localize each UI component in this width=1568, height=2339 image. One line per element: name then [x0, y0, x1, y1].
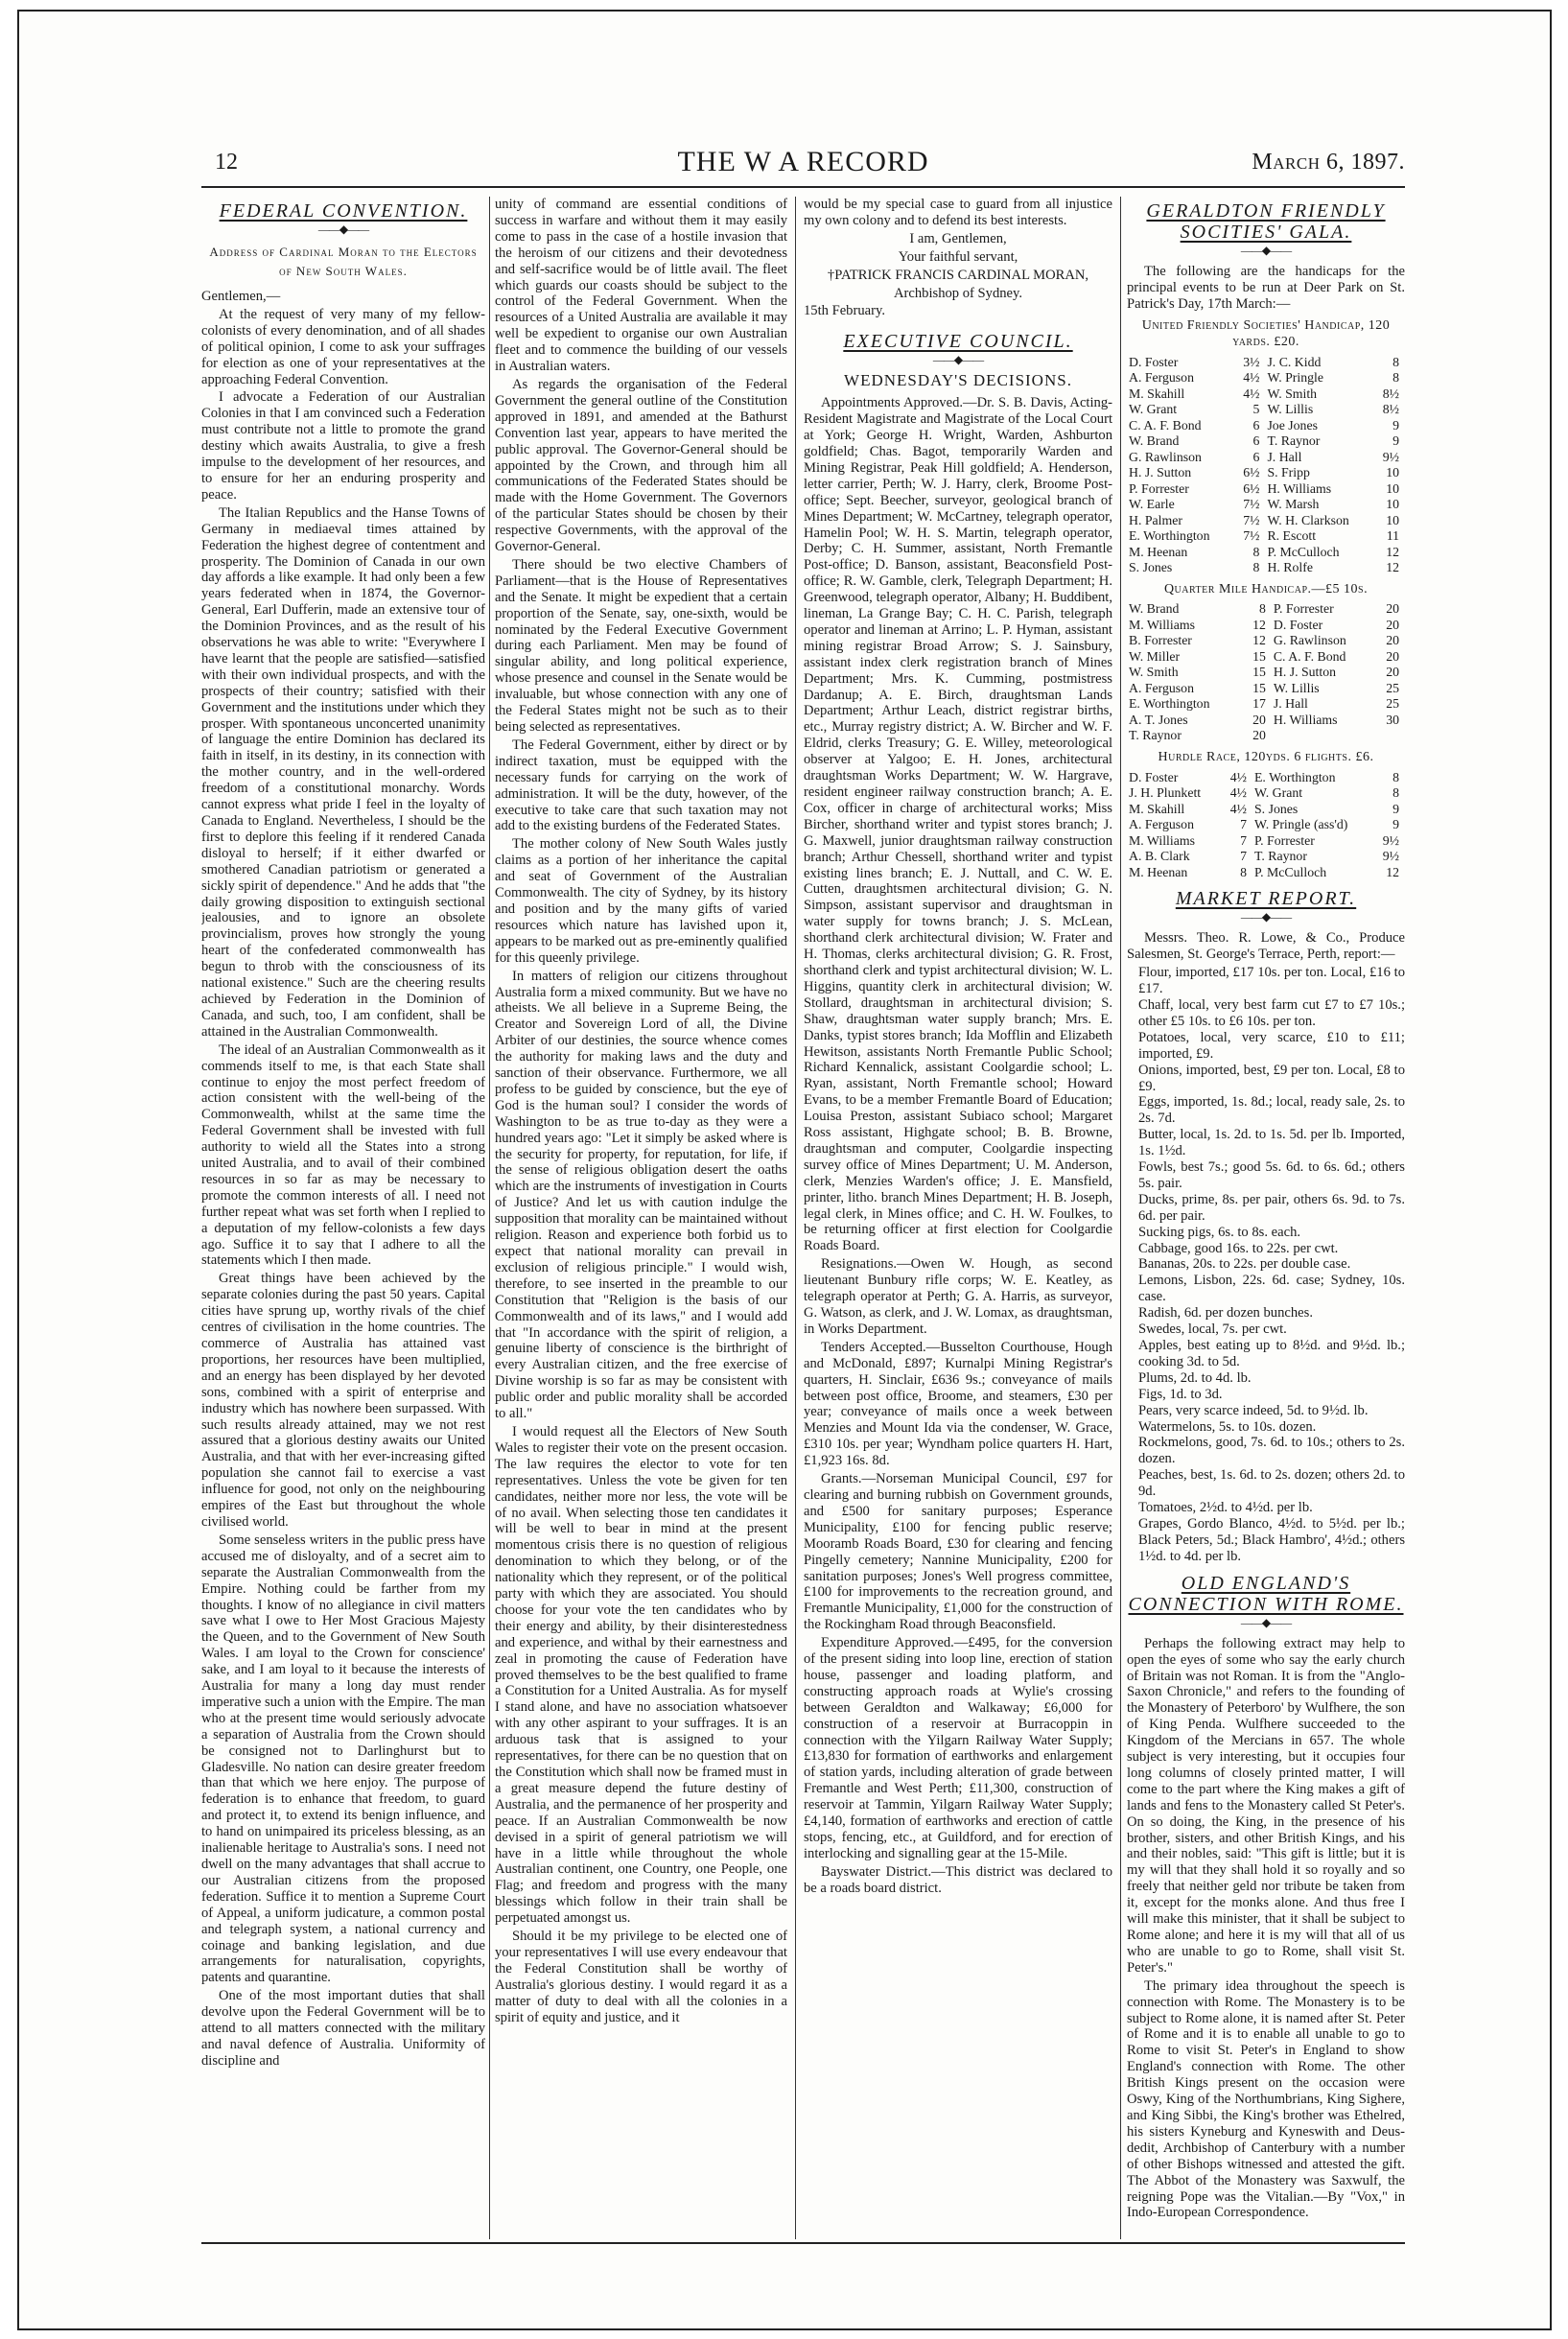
article-heading: EXECUTIVE COUNCIL. [843, 331, 1073, 353]
signature-name: †PATRICK FRANCIS CARDINAL MORAN, [827, 267, 1089, 283]
handicap-value: 15 [1252, 680, 1266, 695]
handicap-value: 7½ [1243, 528, 1260, 544]
handicap-value: 9½ [1382, 449, 1399, 464]
runner-name: W. Lillis [1273, 680, 1320, 695]
newspaper-title: THE W A RECORD [677, 146, 929, 177]
paragraph: Great things have been achieved by the separate colonies during the past 50 years. Capital cities have sprung up, worthy rivals of the chief centres of civilisation in the home countries. The commerce of Australia has attained vast proportions, her resources have been multiplied, and an energy has been displayed by her devoted sons, combined with a spirit of enterprise and industry which has nowhere been surpassed. With such results already attained, may we not rest assured that a glorious destiny awaits our United Australia, and that with her ever-increasing gifted population she cannot fail to exercise a vast influence for good, not only on the neighbouring empires of the East but throughout the whole civilised world. [201, 1271, 485, 1530]
paragraph: Bayswater District.—This district was declared to be a roads board district. [804, 1863, 1112, 1896]
runner-name: P. McCulloch [1254, 864, 1327, 879]
handicap-value: 4½ [1229, 769, 1247, 784]
article-subheading: WEDNESDAY'S DECISIONS. [844, 371, 1072, 390]
market-item: Radish, 6d. per dozen bunches. [1138, 1305, 1313, 1322]
handicap-value: 10 [1386, 497, 1399, 512]
handicap-value: 8 [1240, 864, 1247, 879]
ornament-divider: ——◆—— [1240, 910, 1292, 924]
paragraph: The mother colony of New South Wales justly claims as a portion of her inheritance the capital and seat of Government of the Australian Commonwealth. The city of Sydney, by its history and position and by the many gifts of varied resources which nature has lavished upon it, appears to be marked out as pre-eminently qualified for this queenly privilege. [495, 836, 787, 966]
column-divider [795, 197, 796, 2239]
runner-name: B. Forrester [1129, 633, 1192, 648]
handicap-row [1127, 433, 1405, 450]
handicap-value: 9 [1392, 417, 1399, 433]
handicap-value: 10 [1386, 512, 1399, 527]
paragraph: Some senseless writers in the public press have accused me of disloyalty, and of a secret aim to separate the Australian Commonwealth from the Empire. Nothing could be farther from my thoughts. I know of no allegiance in civil matters save what I owe to Her Most Gracious Majesty the Queen, and to the Government of New South Wales. I am loyal to the Crown for conscience' sake, and I am loyal to it because the interests of Australia for many a long day must render imperative such a union with the Empire. The man who at the present time would seriously advocate a separation of Australia from the Crown should be consigned not to Darlinghurst but to Gladesville. No nation can desire greater freedom than that which we here enjoy. The purpose of federation is to enhance that freedom, to guard and protect it, to extend its benign influence, and to hand on unimpaired its priceless blessing, as an inalienable heritage to Australia's sons. I need not dwell on the many advantages that shall accrue to our Australian citizens from the proposed federation. Suffice it to mention a Supreme Court of Appeal, a uniform judicature, a common postal and telegraph system, a national currency and coinage and banking legislation, and due arrangements for naturalisation, copyrights, patents and quarantine. [201, 1532, 485, 1986]
handicap-value: 12 [1252, 617, 1266, 632]
runner-name: W. Grant [1254, 785, 1303, 801]
market-item: Sucking pigs, 6s. to 8s. each. [1138, 1224, 1301, 1240]
market-item: Swedes, local, 7s. per cwt. [1138, 1322, 1287, 1338]
handicap-value: 8 [1392, 354, 1399, 369]
handicap-row [1127, 849, 1405, 865]
column-2 [495, 197, 787, 2239]
article-caption: Address of Cardinal Moran to the Electors of New South Wales. [209, 245, 478, 278]
handicap-value: 7½ [1243, 497, 1260, 512]
salutation: Gentlemen,— [201, 289, 281, 304]
runner-name: M. Williams [1129, 617, 1195, 632]
handicap-table [1127, 601, 1405, 744]
handicap-value: 12 [1252, 633, 1266, 648]
handicap-value: 10 [1386, 465, 1399, 480]
handicap-table [1127, 770, 1405, 881]
runner-name: M. Skahill [1129, 801, 1185, 816]
handicap-value: 12 [1386, 864, 1399, 879]
handicap-row [1127, 402, 1405, 418]
runner-name: M. Skahill [1129, 386, 1185, 401]
column-4 [1127, 197, 1405, 2239]
handicap-value: 8 [1258, 601, 1266, 617]
handicap-row [1127, 418, 1405, 434]
handicap-value: 7 [1240, 849, 1247, 864]
paragraph: The primary idea throughout the speech is connection with Rome. The Monastery is to be subject to Rome alone, it is named after St. Peter of Rome and it is to enable all unable to go to Rome to visit St. Peter's in England to show England's connection with Rome. The other British Kings present on the occasion were Oswy, King of the Northumbrians, King Sighere, and King Sibbi, the King's brother was Ethelred, his sisters Kyneburg and Kyneswith and Deus-dedit, Archbishop of Canterbury with a number of other Bishops witnessed and attested the gift. The Abbot of the Monastery was Saxwulf, the reigning Pope was the Vitalian.—By "Vox," in Indo-European Correspondence. [1127, 1977, 1405, 2221]
runner-name: S. Fripp [1267, 465, 1310, 480]
runner-name: W. Lillis [1267, 402, 1314, 417]
market-item: Watermelons, 5s. to 10s. dozen. [1138, 1418, 1317, 1435]
runner-name: P. Forrester [1273, 601, 1334, 617]
masthead [201, 144, 1405, 182]
handicap-value: 6 [1252, 433, 1260, 449]
handicap-row [1127, 785, 1405, 802]
header-rule [201, 186, 1405, 188]
handicap-row [1127, 696, 1405, 713]
runner-name: A. Ferguson [1129, 680, 1194, 695]
handicap-row [1127, 833, 1405, 850]
runner-name: D. Foster [1273, 617, 1323, 632]
runner-name [1272, 728, 1376, 744]
ornament-divider: ——◆—— [1240, 1615, 1292, 1629]
handicap-value: 8 [1252, 560, 1260, 575]
paragraph: Grants.—Norseman Municipal Council, £97 for clearing and burning rubbish on Government grounds, and £500 for sanitary purposes; Esperance Municipality, £100 for fencing public reserve; Mooramb Roads Board, £30 for clearing and fencing Pingelly cemetery; Nannine Municipality, £200 for sanitation purposes; Jones's Well progress committee, £100 for improvements to the recreation ground, and Fremantle Municipality, £1,000 for the construction of the Rockingham Road through Beaconsfield. [804, 1471, 1112, 1633]
page-number: 12 [215, 150, 238, 175]
runner-name: P. McCulloch [1267, 544, 1340, 559]
runner-name: W. Brand [1129, 433, 1180, 449]
handicap-row [1127, 545, 1405, 561]
handicap-value: 20 [1386, 648, 1399, 664]
market-item: Bananas, 20s. to 22s. per double case. [1138, 1256, 1351, 1273]
handicap-value: 25 [1386, 696, 1399, 712]
handicap-row [1127, 355, 1405, 371]
runner-name: M. Heenan [1129, 544, 1188, 559]
ornament-divider: ——◆—— [932, 353, 984, 367]
market-item: Pears, very scarce indeed, 5d. to 9½d. lb. [1138, 1402, 1369, 1418]
handicap-row [1127, 513, 1405, 529]
runner-name: T. Raynor [1267, 433, 1321, 449]
issue-date: March 6, 1897. [1252, 150, 1405, 175]
runner-name: W. Smith [1267, 386, 1318, 401]
runner-name: C. A. F. Bond [1273, 648, 1346, 664]
handicap-row [1127, 386, 1405, 403]
column-1 [201, 197, 485, 2239]
handicap-value [1376, 728, 1405, 744]
runner-name: M. Heenan [1129, 864, 1188, 879]
market-list [1127, 965, 1405, 1565]
paragraph: Resignations.—Owen W. Hough, as second lieutenant Bunbury rifle corps; W. E. Keatley, as telegraph operator at Perth; G. A. Harris, as surveyor, G. Watson, as clerk, and J. W. Lomax, as draughtsman, in Works Department. [804, 1256, 1112, 1337]
handicap-row [1127, 681, 1405, 697]
handicap-value: 12 [1386, 544, 1399, 559]
handicap-value: 6 [1252, 417, 1260, 433]
paragraph: I advocate a Federation of our Australian Colonies in that I am convinced such a Federation must contribute not a little to promote the grand destiny which awaits Australia, to give a fresh impulse to the development of her resources, and to ensure for her an enduring prosperity and peace. [201, 389, 485, 503]
runner-name: A. Ferguson [1129, 817, 1194, 832]
handicap-row [1127, 633, 1405, 649]
handicap-row [1127, 450, 1405, 466]
runner-name: T. Raynor [1254, 849, 1307, 864]
runner-name: C. A. F. Bond [1129, 417, 1202, 433]
handicap-title: Hurdle Race, 120yds. 6 flights. £6. [1158, 749, 1374, 764]
paragraph: The following are the handicaps for the principal events to be run at Deer Park on St. Patrick's Day, 17th March:— [1127, 264, 1405, 312]
handicap-row [1127, 618, 1405, 634]
handicap-value: 15 [1252, 648, 1266, 664]
handicap-row [1127, 649, 1405, 666]
runner-name: H. J. Sutton [1273, 665, 1337, 680]
paragraph: As regards the organisation of the Federal Government the general outline of the Constitution approved in 1891, and amended at the Bathurst Convention last year, appears to have merited the public approval. The Governor-General should be appointed by the Crown, and through him all communications of the Federated States should be made with the Home Government. The Governors of the particular States should be chosen by their respective Governments, with the approval of the Governor-General. [495, 376, 787, 555]
runner-name: A. B. Clark [1129, 849, 1190, 864]
runner-name: P. Forrester [1254, 832, 1315, 848]
handicap-value: 17 [1252, 696, 1266, 712]
runner-name: A. T. Jones [1129, 712, 1188, 727]
handicap-value: 5 [1252, 402, 1260, 417]
sign-date: 15th February. [804, 303, 885, 319]
paragraph: One of the most important duties that shall devolve upon the Federal Government will be to attend to all matters connected with the military and naval defence of Australia. Uniformity of discipline and [201, 1988, 485, 2069]
handicap-value: 4½ [1243, 370, 1260, 386]
market-item: Plums, 2d. to 4d. lb. [1138, 1369, 1252, 1386]
handicap-value: 20 [1386, 665, 1399, 680]
runner-name: E. Worthington [1254, 769, 1336, 784]
paragraph: There should be two elective Chambers of Parliament—that is the House of Representatives and the Senate. It might be expedient that a certain proportion of the Senate, say, one-sixth, would be nominated by the Federal Executive Government during each Parliament. Men may be found of singular ability, and long political experience, whose presence and counsel in the Senate would be invaluable, but whose connection with any one of the Federal States might not be such as to their being selected as representatives. [495, 556, 787, 735]
handicap-value: 4½ [1229, 785, 1247, 801]
column-divider [489, 197, 490, 2239]
handicap-value: 7½ [1243, 512, 1260, 527]
runner-name: G. Rawlinson [1129, 449, 1202, 464]
paragraph: The ideal of an Australian Commonwealth as it commends itself to me, is that each State shall continue to enjoy the most perfect freedom of action consistent with the well-being of the Commonwealth, whilst at the same time the Federal Government shall be invested with full authority to wield all the States into a strong united Australia, and to avail of their combined resources in so far as may be necessary to promote the common interests of all. I need not further repeat what was set forth when I replied to a deputation of my fellow-colonists a few days ago. Suffice it to say that I adhere to all the statements which I then made. [201, 1041, 485, 1269]
runner-name: J. Hall [1273, 696, 1308, 712]
handicap-value: 12 [1386, 560, 1399, 575]
handicap-value: 20 [1386, 633, 1399, 648]
market-item: Figs, 1d. to 3d. [1138, 1386, 1223, 1402]
handicap-value: 6 [1252, 449, 1260, 464]
runner-name: E. Worthington [1129, 696, 1210, 712]
handicap-value: 20 [1386, 601, 1399, 617]
handicap-row [1127, 665, 1405, 681]
market-item: Butter, local, 1s. 2d. to 1s. 5d. per lb. Imported, 1s. 1½d. [1138, 1127, 1405, 1159]
runner-name: H. Palmer [1129, 512, 1182, 527]
market-item: Fowls, best 7s.; good 5s. 6d. to 6s. 6d.; others 5s. pair. [1138, 1159, 1405, 1191]
runner-name: W. Earle [1129, 497, 1175, 512]
runner-name: E. Worthington [1129, 528, 1210, 544]
paragraph: Should it be my privilege to be elected one of your representatives I will use every endeavour that the Federal Constitution shall be worthy of Australia's glorious destiny. I would regard it as a matter of duty to deal with all the colonies in a spirit of equity and justice, and it [495, 1929, 787, 2025]
runner-name: W. Marsh [1267, 497, 1320, 512]
handicap-row [1127, 528, 1405, 545]
market-item: Cabbage, good 16s. to 22s. per cwt. [1138, 1240, 1339, 1256]
runner-name: P. Forrester [1129, 480, 1189, 496]
runner-name: J. Hall [1267, 449, 1302, 464]
handicap-value: 25 [1386, 680, 1399, 695]
handicap-value: 11 [1386, 528, 1399, 544]
paragraph: Tenders Accepted.—Busselton Courthouse, Hough and McDonald, £897; Kurnalpi Mining Registrar's quarters, H. Sinclair, £636 9s.; conveyance of mails between post office, Broome, and steamers, £30 per year; conveyance of mails once a week between Menzies and Mount Ida via the condenser, W. Grace, £310 10s. per year; Wyndham police quarters H. Hart, £1,923 16s. 8d. [804, 1339, 1112, 1469]
handicap-table [1127, 355, 1405, 576]
runner-name: H. Rolfe [1267, 560, 1313, 575]
handicap-value: 8 [1392, 370, 1399, 386]
article-heading: OLD ENGLAND'S CONNECTION WITH ROME. [1128, 1572, 1404, 1615]
runner-name: W. Grant [1129, 402, 1178, 417]
paragraph: The Italian Republics and the Hanse Towns of Germany in mediaeval times attained by Federation the highest degree of contentment and prosperity. The Dominion of Canada in our own day affords a like example. It had only been a few years federated when in 1874, the Governor-General, Earl Dufferin, made an extensive tour of the Dominion Provinces, and as the result of his observations he was able to write: "Everywhere I have learnt that the people are satisfied—satisfied with their own individual prospects, and with the prospects of their country; satisfied with their Government and the institutions under which they prosper. With spontaneous unconcerted unanimity of language the entire Dominion has declared its faith in itself, in its destiny, in its connection with the mother country, and in the well-ordered freedom of a constitutional monarchy. Words cannot express what pride I feel in the loyalty of Canada to England. Nevertheless, I should be the first to deplore this feeling if it rendered Canada disloyal to herself; if it either dwarfed or smothered Canadian patriotism or generated a sickly spirit of dependence." And he adds that "the daily growing disposition to extinguish sectional jealousies, and to ignore an obsolete provincialism, proves how strongly the young heart of the confederated commonwealth has begun to throb with the consciousness of its national existence." Such are the cheering results achieved by Federation in the Dominion of Canada, and such, too, I am confident, shall be attained in the Australian Commonwealth. [201, 504, 485, 1040]
handicap-value: 8½ [1382, 402, 1399, 417]
paragraph: unity of command are essential conditions of success in warfare and without them it may easily come to pass in the case of a hostile invasion that the heroism of our citizens and their devotedness and self-sacrifice would be of little avail. The fleet which guards our coasts should be subject to the control of the Federal Government. When the resources of a United Australia are available it may well be expedient to organise our own Australian fleet and to commence the building of our vessels in Australian waters. [495, 197, 787, 375]
handicap-value: 10 [1386, 480, 1399, 496]
handicap-row [1127, 713, 1405, 729]
signature-title: Archbishop of Sydney. [893, 285, 1023, 301]
market-item: Eggs, imported, 1s. 8d.; local, ready sale, 2s. to 2s. 7d. [1138, 1094, 1405, 1127]
handicap-value: 7 [1240, 832, 1247, 848]
paragraph: would be my special case to guard from all injustice my own colony and to defend its best interests. [804, 197, 1112, 228]
handicap-row [1127, 802, 1405, 818]
article-heading: GERALDTON FRIENDLY SOCITIES' GALA. [1146, 200, 1386, 243]
runner-name: W. Pringle [1267, 370, 1323, 386]
runner-name: A. Ferguson [1129, 370, 1194, 386]
market-item: Lemons, Lisbon, 22s. 6d. case; Sydney, 10s. case. [1138, 1273, 1405, 1305]
runner-name: T. Raynor [1129, 728, 1182, 743]
handicap-row [1127, 817, 1405, 833]
handicap-row [1127, 497, 1405, 513]
handicap-value: 9 [1392, 433, 1399, 449]
handicap-value: 7 [1240, 817, 1247, 832]
handicap-value: 8 [1252, 544, 1260, 559]
footer-rule [201, 2242, 1405, 2244]
runner-name: D. Foster [1129, 354, 1179, 369]
market-item: Flour, imported, £17 10s. per ton. Local, £16 to £17. [1138, 965, 1405, 997]
handicap-value: 20 [1252, 712, 1266, 727]
paragraph: At the request of very many of my fellow-colonists of every denomination, and of all shades of political opinion, I come to ask your suffrages for election as one of your representatives at the approaching Federal Convention. [201, 306, 485, 387]
runner-name: W. H. Clarkson [1267, 512, 1349, 527]
handicap-value: 4½ [1229, 801, 1247, 816]
market-item: Ducks, prime, 8s. per pair, others 6s. 9d. to 7s. 6d. per pair. [1138, 1191, 1405, 1224]
runner-name: W. Smith [1129, 665, 1179, 680]
paragraph: Messrs. Theo. R. Lowe, & Co., Produce Salesmen, St. George's Terrace, Perth, report:— [1127, 930, 1405, 963]
handicap-value: 6½ [1243, 465, 1260, 480]
paragraph: I would request all the Electors of New South Wales to register their vote on the present occasion. The law requires the elector to vote for ten representatives. Unless the vote be given for ten candidates, neither more nor less, the vote will be of no avail. When selecting those ten candidates it will be well to bear in mind at the present momentous crisis there is no question of religious denomination to which they belong, or of the nationality which they represent, or of the political party with which they are associated. You should choose for your vote the ten candidates who by their energy and ability, by their disinterestedness and experience, and withal by their earnestness and zeal in promoting the cause of Federation have proved themselves to be the best qualified to frame a Constitution for a United Australia. As for myself I stand alone, and have no association whatsoever with any other aspirant to your suffrages. It is an arduous task that is assigned to your representatives, for there can be no question that on the Constitution which shall now be framed must in a great measure depend the future destiny of Australia, and the permanence of her prosperity and peace. If an Australian Commonwealth be now devised in a spirit of general patriotism we will have in a little while throughout the whole Australian continent, one Country, one People, one Flag; and freedom and progress with the many blessings which follow in their train shall be perpetuated amongst us. [495, 1423, 787, 1927]
article-heading: FEDERAL CONVENTION. [219, 200, 468, 222]
handicap-row [1127, 601, 1405, 618]
market-item: Apples, best eating up to 8½d. and 9½d. lb.; cooking 3d. to 5d. [1138, 1338, 1405, 1369]
runner-name: W. Miller [1129, 648, 1181, 664]
runner-name: H. Williams [1273, 712, 1338, 727]
paragraph: Appointments Approved.—Dr. S. B. Davis, Acting-Resident Magistrate and Magistrate of the Local Court at York; George H. Wright, Warden, Ashburton goldfield; Chas. Bagot, temporarily Warden and Mining Registrar, Peak Hill goldfield; A. Henderson, letter carrier, Perth; W. J. Harry, clerk, Broome Post-office; Sept. Beecher, surveyor, geological branch of Mines Department; W. McCartney, telegraph operator, Hamelin Pool; W. H. S. Martin, telegraph operator, Derby; C. H. Summer, assistant, North Fremantle Post-office; D. Banson, assistant, Beaconsfield Post-office; R. W. Gamble, clerk, Telegraph Department; H. Greenwood, telegraph operator, Albany; H. Buddibent, lineman, La Grange Bay; C. H. C. Parish, telegraph operator and lineman at Arrino; L. P. Hyman, assistant mining registrar Broad Arrow; S. J. Sainsbury, assistant index clerk registration branch of Mines Department; Mrs. K. Cumming, postmistress Dardanup; A. E. Birch, draughtsman Lands Department; Arthur Leach, district registrar births, etc., Murray registry district; A. W. Bircher and W. F. Eldrid, clerks Treasury; G. E. Willey, meteorological observer at Yalgoo; E. H. Jones, architectural draughtsman Works Department; W. W. Hargrave, resident engineer railway construction branch; A. E. Cox, officer in charge of architectural works; Miss Bircher, shorthand writer and typist stores branch; J. G. Maxwell, junior draughtsman railway construction branch; Arthur Chessell, shorthand writer and typist existing lines branch; E. J. Nuttall, and C. W. E. Cutten, draughtsmen architectural division; G. N. Simpson, assistant supervisor and draughtsman in water supply for towns branch; J. S. McLean, shorthand clerk architectural division; W. Frater and H. Thomas, clerks architectural division; G. R. Frost, shorthand clerk and typist architectural division; W. L. Higgins, quantity clerk in architectural division; W. Stollard, draughtsman in architectural division; S. Shaw, draughtsman water supply branch; Mrs. E. Danks, typist stores branch; Ida Mofflin and Elizabeth Hewitson, assistants North Fremantle Public School; Richard Kennalick, assistant Coolgardie school; L. Ryan, assistant, North Fremantle school; Howard Evans, to be a member Fremantle Board of Education; Louisa Preston, assistant Subiaco school; Margaret Ross assistant, Highgate school; B. B. Browne, draughtsman and computer, Coolgardie inspecting survey office of Mines Department; U. M. Anderson, clerk, Menzies Warden's office; J. E. Mansfield, printer, litho. branch Mines Department; H. B. Joseph, legal clerk, in Mines office; and C. H. W. Foulkes, to be returning officer at first election for Coolgardie Roads Board. [804, 395, 1112, 1254]
handicap-value: 30 [1386, 712, 1399, 727]
handicap-row [1127, 465, 1405, 481]
runner-name: M. Williams [1129, 832, 1195, 848]
paragraph: Perhaps the following extract may help to open the eyes of some who say the early church of Britain was not Roman. It is from the "Anglo-Saxon Chronicle," and refers to the founding of the Monastery of Peterboro' by Wulfhere, the son of King Penda. Wulfhere succeeded to the Kingdom of the Mercians in 657. The whole subject is very interesting, but it occupies four long columns of closely printed matter, I will come to the part where the King makes a gift of lands and fens to the Monastery called St Peter's. On so doing, the King, in the presence of his brother, sisters, and other British Kings, and his and their nobles, said: "This gift is little; but it is my will that they shall hold it so royally and so freely that neither geld nor tribute be taken from it, except for the monks alone. And thus free I will make this minister, that it shall be subject to Rome alone; and here it is my will that all of us who are unable to go to Rome, shall visit St. Peter's." [1127, 1635, 1405, 1976]
handicap-value: 20 [1252, 728, 1266, 743]
market-item: Tomatoes, 2½d. to 4½d. per lb. [1138, 1500, 1313, 1516]
runner-name: S. Jones [1129, 560, 1173, 575]
handicap-title: United Friendly Societies' Handicap, 120 yards. £20. [1141, 317, 1391, 349]
market-item: Grapes, Gordo Blanco, 4½d. to 5½d. per lb.; Black Peters, 5d.; Black Hambro', 4½d.; others 1½d. to 4d. per lb. [1138, 1515, 1405, 1564]
runner-name: Joe Jones [1267, 417, 1318, 433]
paragraph: In matters of religion our citizens throughout Australia form a mixed community. But we have no atheists. We all believe in a Supreme Being, the Creator and Sovereign Lord of all, the Divine Arbiter of our destinies, the source whence comes the authority for making laws and the duty and sanction of their observance. Furthermore, we all profess to be guided by conscience, but the eye of God is the human soul? I consider the words of Washington to be as true to-day as they were a hundred years ago: "Let it simply be asked where is the security for property, for reputation, for life, if the sense of religious obligation desert the oaths which are the instruments of investigation in Courts of Justice? And let us with caution indulge the supposition that morality can be maintained without religion. Reason and experience both forbid us to expect that national morality can prevail in exclusion of religious principle." I would wish, therefore, to see inserted in the preamble to our Constitution that "Religion is the basis of our Commonwealth and of its laws," and I would add that "In accordance with the spirit of religion, a genuine liberty of conscience is the birthright of every Australian citizen, and the free exercise of Divine worship is so far as may be consistent with public order and public morality shall be accorded to all." [495, 968, 787, 1422]
handicap-value: 9 [1392, 817, 1399, 832]
handicap-value: 6½ [1243, 480, 1260, 496]
handicap-row [1127, 481, 1405, 498]
runner-name: J. H. Plunkett [1129, 785, 1202, 801]
closing-line: Your faithful servant, [898, 248, 1018, 265]
market-item: Peaches, best, 1s. 6d. to 2s. dozen; others 2d. to 9d. [1138, 1467, 1405, 1500]
runner-name: G. Rawlinson [1273, 633, 1346, 648]
article-heading: MARKET REPORT. [1175, 888, 1357, 910]
market-item: Chaff, local, very best farm cut £7 to £7 10s.; other £5 10s. to £6 10s. per ton. [1138, 996, 1405, 1029]
runner-name: S. Jones [1254, 801, 1299, 816]
handicap-value: 8½ [1382, 386, 1399, 401]
handicap-row [1127, 560, 1405, 576]
handicap-value: 8 [1392, 785, 1399, 801]
column-divider [1120, 197, 1121, 2239]
handicap-row [1127, 370, 1405, 386]
column-3 [804, 197, 1112, 2239]
market-item: Rockmelons, good, 7s. 6d. to 10s.; others to 2s. dozen. [1138, 1435, 1405, 1467]
runner-name: W. Pringle (ass'd) [1254, 817, 1348, 832]
runner-name: R. Escott [1267, 528, 1317, 544]
handicap-row [1127, 728, 1405, 744]
handicap-value: 9½ [1382, 849, 1399, 864]
runner-name: H. J. Sutton [1129, 465, 1192, 480]
closing-line: I am, Gentlemen, [909, 230, 1007, 246]
handicap-value: 9½ [1382, 832, 1399, 848]
market-item: Onions, imported, best, £9 per ton. Local, £8 to £9. [1138, 1062, 1405, 1094]
handicap-value: 20 [1386, 617, 1399, 632]
handicap-value: 3½ [1243, 354, 1260, 369]
handicap-value: 9 [1392, 801, 1399, 816]
ornament-divider: ——◆—— [317, 222, 369, 236]
runner-name: W. Brand [1129, 601, 1180, 617]
paragraph: Expenditure Approved.—£495, for the conversion of the present siding into loop line, erection of station house, passenger and loading platform, and constructing approach roads at Wylie's crossing between Geraldton and Walkaway; £6,000 for construction of a reservoir at Burracoppin in connection with the Yilgarn Railway Water Supply; £13,830 for formation of earthworks and enlargement of station yards, including alteration of grade between Fremantle and West Perth; £11,300, construction of reservoir at Tammin, Yilgarn Railway Water Supply; £4,140, formation of earthworks and erection of cattle stops, fencing, etc., at Guildford, and for erection of interlocking and signalling gear at the 15-Mile. [804, 1635, 1112, 1861]
handicap-value: 15 [1252, 665, 1266, 680]
market-item: Potatoes, local, very scarce, £10 to £11; imported, £9. [1138, 1029, 1405, 1062]
paragraph: The Federal Government, either by direct or by indirect taxation, must be equipped with the necessary funds for carrying on the work of administration. It will be the duty, however, of the executive to take care that such taxation may not add to the existing burdens of the Federated States. [495, 737, 787, 834]
handicap-title: Quarter Mile Handicap.—£5 10s. [1163, 581, 1369, 596]
runner-name: H. Williams [1267, 480, 1332, 496]
handicap-value: 4½ [1243, 386, 1260, 401]
handicap-value: 8 [1392, 769, 1399, 784]
ornament-divider: ——◆—— [1240, 244, 1292, 257]
runner-name: J. C. Kidd [1267, 354, 1322, 369]
runner-name: D. Foster [1129, 769, 1179, 784]
handicap-row [1127, 865, 1405, 881]
handicap-row [1127, 770, 1405, 786]
